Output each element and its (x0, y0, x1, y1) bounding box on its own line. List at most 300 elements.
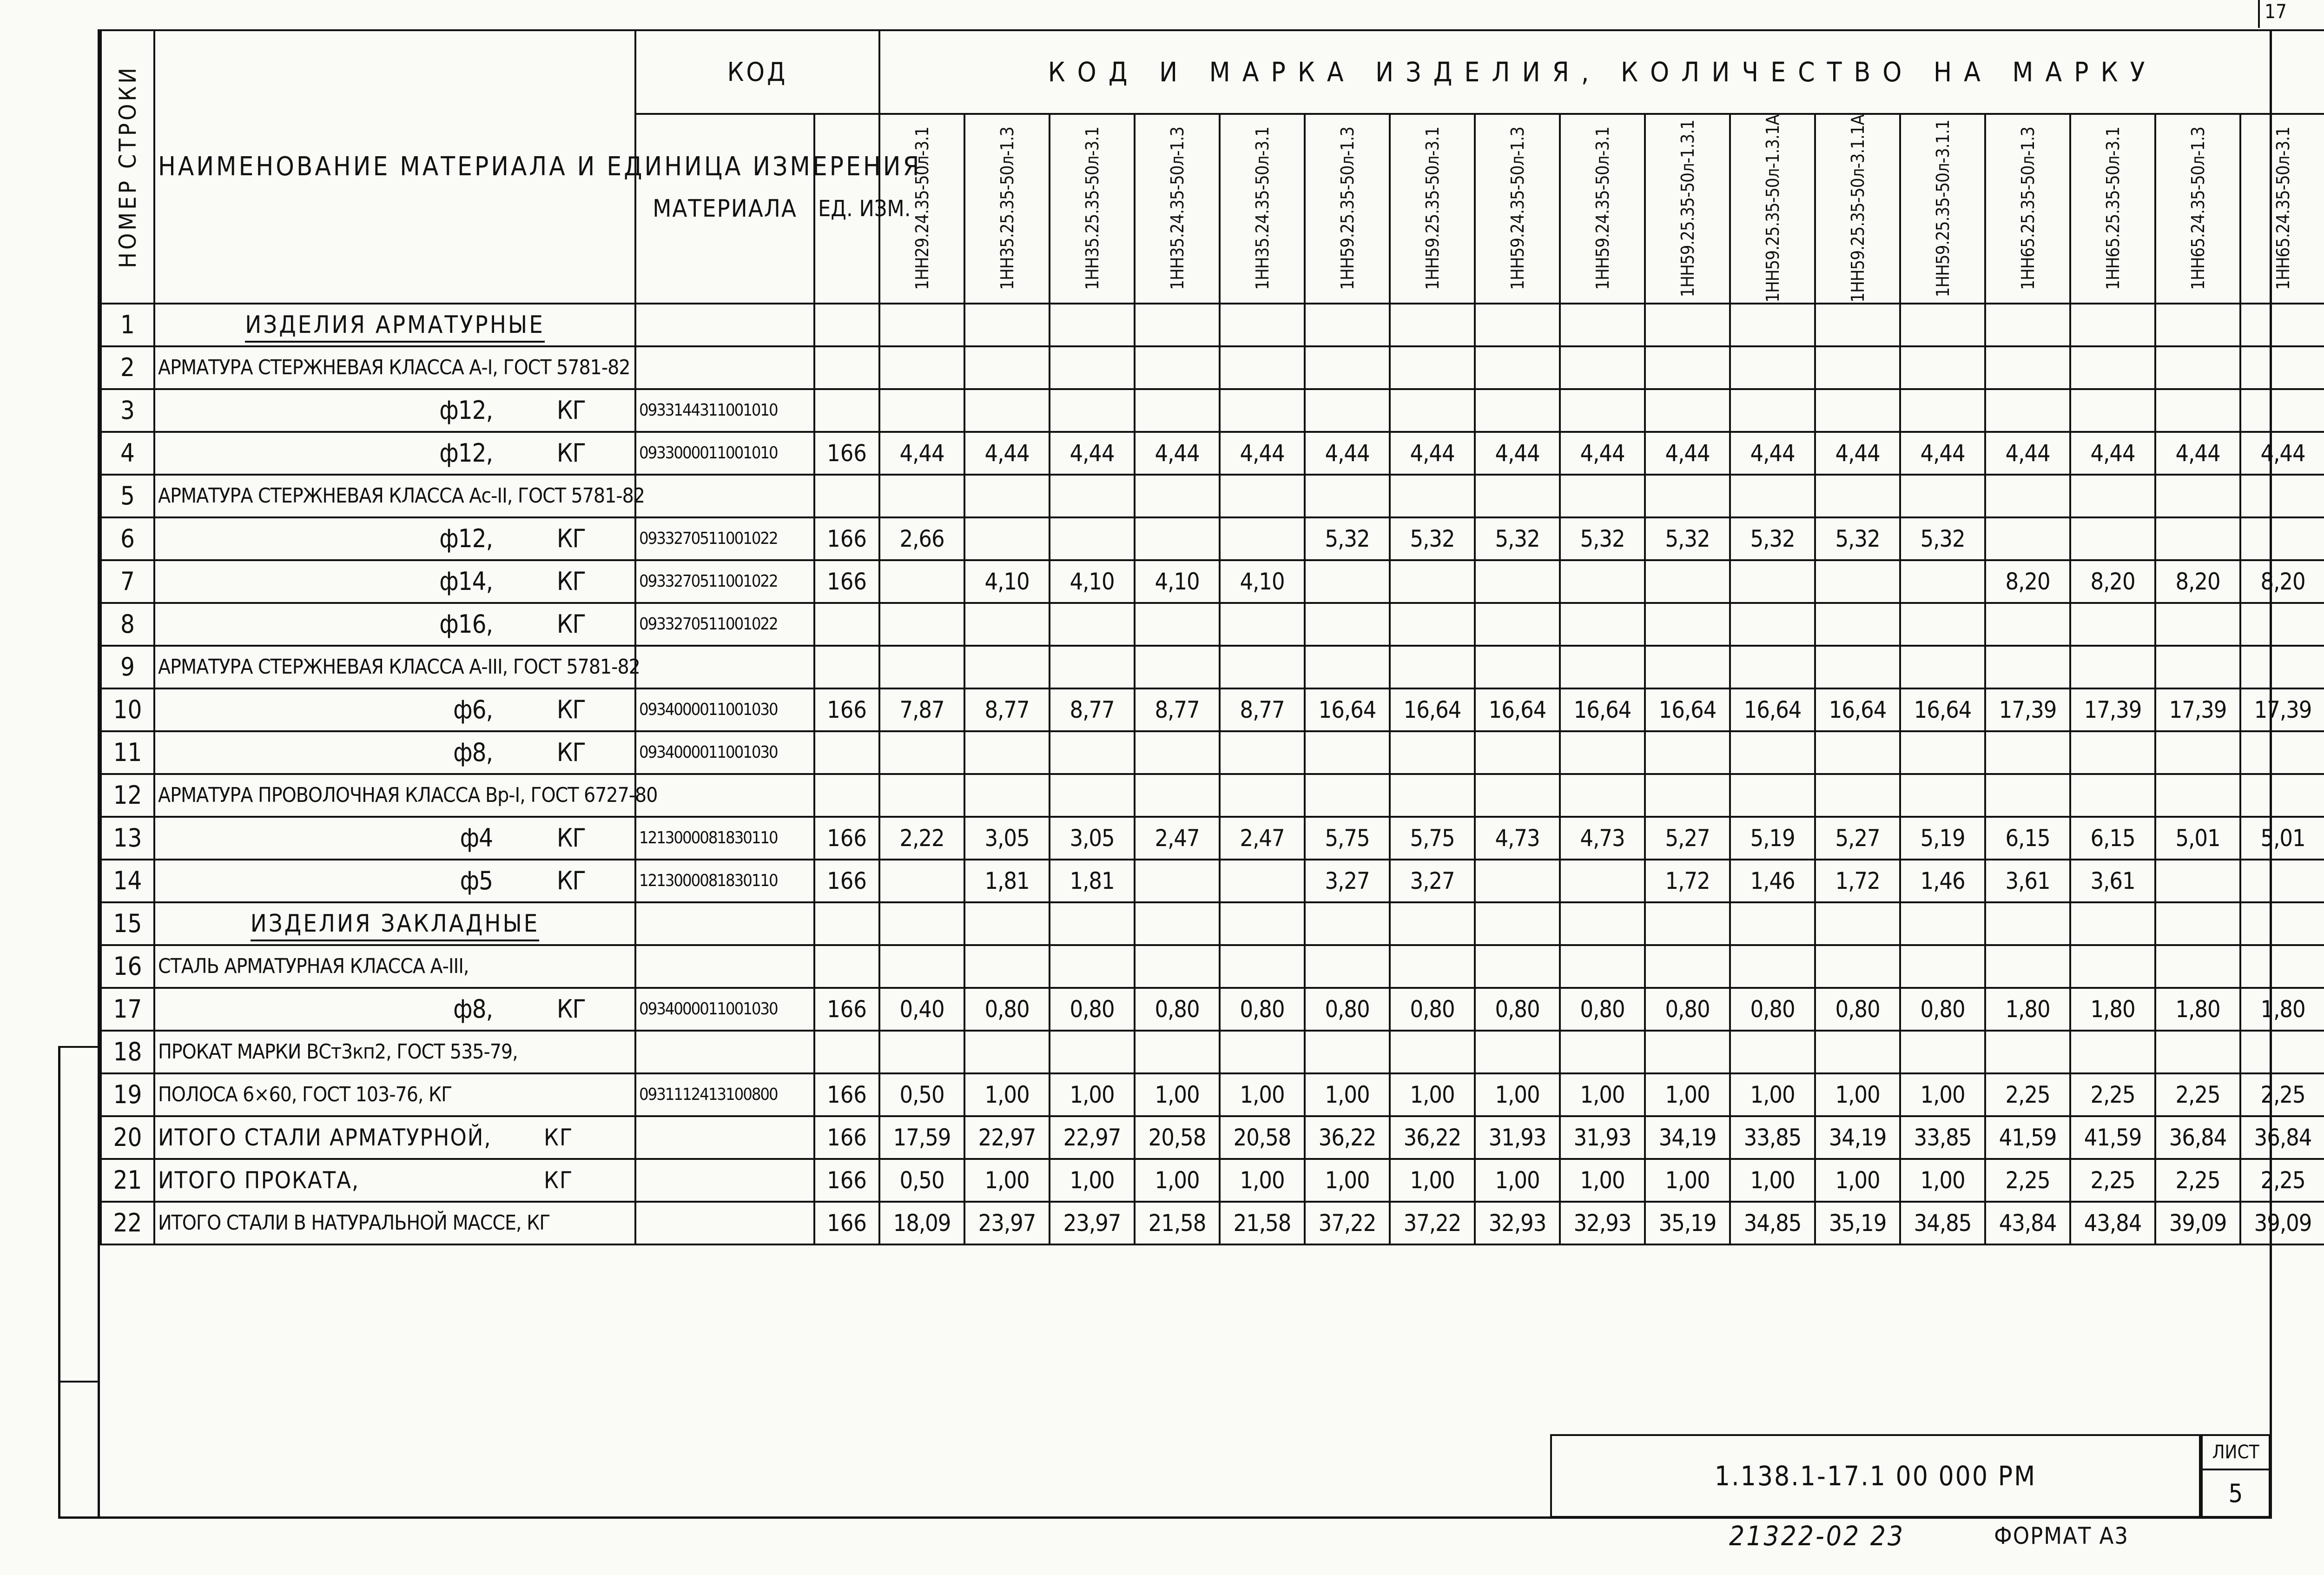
mark-code: 1НН35.25.35-50л-1.3 (997, 127, 1017, 291)
quantity-cell (2240, 646, 2324, 688)
quantity-cell: 1,00 (1475, 1073, 1560, 1116)
material-name-cell (154, 603, 635, 646)
quantity-cell: 16,64 (1560, 688, 1645, 731)
quantity-cell: 5,32 (1475, 517, 1560, 560)
quantity-cell (964, 346, 1050, 389)
quantity-cell (1645, 1031, 1730, 1073)
quantity-cell: 2,22 (879, 817, 964, 860)
quantity-cell (879, 646, 964, 688)
quantity-cell: 31,93 (1560, 1116, 1645, 1159)
bar-diameter: ф8, (453, 994, 493, 1024)
quantity-cell (2155, 346, 2240, 389)
quantity-cell: 0,80 (1135, 988, 1220, 1031)
quantity-cell: 32,93 (1560, 1202, 1645, 1244)
quantity-cell (2240, 1031, 2324, 1073)
row-number: 20 (101, 1116, 154, 1159)
quantity-cell: 1,00 (1305, 1073, 1390, 1116)
quantity-cell: 4,73 (1560, 817, 1645, 860)
quantity-cell (1985, 389, 2070, 432)
quantity-cell (1900, 902, 1985, 945)
quantity-cell: 37,22 (1390, 1202, 1475, 1244)
material-name-cell (154, 389, 635, 432)
quantity-cell (1135, 475, 1220, 517)
quantity-cell: 8,77 (1220, 688, 1305, 731)
quantity-cell: 1,00 (1645, 1159, 1730, 1202)
quantity-cell: 2,25 (2155, 1073, 2240, 1116)
quantity-cell (1560, 560, 1645, 603)
quantity-cell (1900, 1031, 1985, 1073)
unit-code: 166 (814, 988, 879, 1031)
quantity-cell (1985, 646, 2070, 688)
quantity-cell (2070, 475, 2155, 517)
unit-label: КГ (556, 866, 586, 896)
quantity-cell (1050, 945, 1135, 988)
material-name: ПРОКАТ МАРКИ ВСт3кп2, ГОСТ 535-79, (158, 1040, 518, 1064)
quantity-cell (1220, 1031, 1305, 1073)
quantity-cell (1730, 646, 1815, 688)
quantity-cell (1985, 945, 2070, 988)
quantity-cell: 4,44 (2155, 432, 2240, 475)
unit-code (814, 902, 879, 945)
quantity-cell: 3,27 (1390, 860, 1475, 902)
section-title: ИЗДЕЛИЯ АРМАТУРНЫЕ (245, 311, 545, 343)
unit-code (814, 646, 879, 688)
mark-code: 1НН59.24.35-50л-3.1 (1592, 127, 1613, 291)
mark-code: 1НН59.25.35-50л-3.1.1А (1847, 115, 1868, 303)
material-code: 0933144311001010 (635, 389, 814, 432)
material-name-cell (154, 945, 635, 988)
quantity-cell: 4,44 (1390, 432, 1475, 475)
quantity-cell: 2,25 (2070, 1073, 2155, 1116)
quantity-cell: 5,32 (1815, 517, 1900, 560)
quantity-cell (1220, 517, 1305, 560)
quantity-cell (1135, 517, 1220, 560)
quantity-cell: 5,01 (2155, 817, 2240, 860)
quantity-cell (879, 902, 964, 945)
quantity-cell (2155, 902, 2240, 945)
material-name-cell (154, 731, 635, 774)
table-row (101, 988, 2324, 1031)
quantity-cell: 5,01 (2240, 817, 2324, 860)
quantity-cell: 2,25 (2240, 1073, 2324, 1116)
quantity-cell: 16,64 (1900, 688, 1985, 731)
quantity-cell (1730, 774, 1815, 817)
quantity-cell (2240, 517, 2324, 560)
quantity-cell (2240, 304, 2324, 346)
quantity-cell: 5,32 (1730, 517, 1815, 560)
material-name-cell (154, 1116, 635, 1159)
row-number: 15 (101, 902, 154, 945)
table-row (101, 603, 2324, 646)
quantity-cell: 43,84 (1985, 1202, 2070, 1244)
material-name: АРМАТУРА СТЕРЖНЕВАЯ КЛАССА Ас-II, ГОСТ 5781-82 (158, 484, 645, 508)
material-name-cell (154, 902, 635, 945)
quantity-cell (1815, 346, 1900, 389)
material-name-cell (154, 646, 640, 688)
quantity-cell (1645, 389, 1730, 432)
table-row (101, 1202, 2324, 1244)
quantity-cell: 4,44 (1900, 432, 1985, 475)
quantity-cell (1050, 603, 1135, 646)
quantity-cell: 2,47 (1220, 817, 1305, 860)
unit-label: КГ (556, 823, 586, 853)
quantity-cell: 5,32 (1645, 517, 1730, 560)
quantity-cell (1305, 646, 1390, 688)
quantity-cell: 35,19 (1815, 1202, 1900, 1244)
table-row (101, 646, 2324, 688)
row-number: 13 (101, 817, 154, 860)
mark-column-header (2240, 114, 2324, 304)
material-code (635, 774, 814, 817)
frame-margin-tick (58, 1381, 100, 1383)
quantity-cell: 17,39 (2155, 688, 2240, 731)
quantity-cell (1730, 389, 1815, 432)
quantity-cell (1645, 603, 1730, 646)
quantity-cell: 0,50 (879, 1159, 964, 1202)
quantity-cell: 3,05 (964, 817, 1050, 860)
sheet-label: ЛИСТ (2203, 1436, 2269, 1470)
quantity-cell: 4,10 (1135, 560, 1220, 603)
material-name: АРМАТУРА СТЕРЖНЕВАЯ КЛАССА А-I, ГОСТ 5781-82 (158, 356, 630, 380)
quantity-cell: 4,44 (1985, 432, 2070, 475)
quantity-cell: 8,20 (2240, 560, 2324, 603)
quantity-cell (1900, 646, 1985, 688)
quantity-cell (964, 731, 1050, 774)
quantity-cell (1220, 774, 1305, 817)
material-name-cell (154, 860, 635, 902)
quantity-cell (1390, 304, 1475, 346)
quantity-cell (1220, 731, 1305, 774)
quantity-cell (1475, 945, 1560, 988)
quantity-cell: 36,22 (1390, 1116, 1475, 1159)
quantity-cell (1220, 603, 1305, 646)
quantity-cell (1305, 774, 1390, 817)
mark-column-header (964, 114, 1050, 304)
unit-code: 166 (814, 1202, 879, 1244)
quantity-cell: 6,15 (2070, 817, 2155, 860)
quantity-cell: 17,39 (2070, 688, 2155, 731)
quantity-cell (1560, 389, 1645, 432)
quantity-cell (1305, 603, 1390, 646)
quantity-cell: 2,25 (1985, 1073, 2070, 1116)
quantity-cell: 1,00 (1815, 1073, 1900, 1116)
bar-diameter: ф4 (460, 823, 493, 853)
quantity-cell (1220, 346, 1305, 389)
material-code: 0933270511001022 (635, 517, 814, 560)
quantity-cell (2240, 475, 2324, 517)
quantity-cell (1985, 731, 2070, 774)
unit-code (814, 603, 879, 646)
bar-diameter: ф16, (439, 609, 493, 639)
quantity-cell: 1,46 (1730, 860, 1815, 902)
material-code: 0934000011001030 (635, 688, 814, 731)
row-number: 1 (101, 304, 154, 346)
table-row (101, 1073, 2324, 1116)
quantity-cell (1390, 560, 1475, 603)
quantity-cell (1815, 774, 1900, 817)
title-block-code: 1.138.1-17.1 00 000 РМ (1550, 1434, 2201, 1518)
quantity-cell: 3,05 (1050, 817, 1135, 860)
quantity-cell (1730, 945, 1815, 988)
quantity-cell: 5,32 (1900, 517, 1985, 560)
quantity-cell: 16,64 (1645, 688, 1730, 731)
quantity-cell (2070, 603, 2155, 646)
material-code (635, 646, 814, 688)
quantity-cell (879, 389, 964, 432)
quantity-cell: 0,80 (1560, 988, 1645, 1031)
quantity-cell (2240, 902, 2324, 945)
corner-number: 17 (2265, 0, 2287, 23)
quantity-cell: 1,00 (1730, 1073, 1815, 1116)
material-name-cell (154, 1031, 635, 1073)
quantity-cell (964, 475, 1050, 517)
table-row (101, 945, 2324, 988)
inventory-number: 21322-02 23 (1729, 1520, 1905, 1552)
quantity-cell: 4,44 (1645, 432, 1730, 475)
material-name: ИТОГО СТАЛИ В НАТУРАЛЬНОЙ МАССЕ, КГ (158, 1211, 550, 1235)
quantity-cell: 17,39 (2240, 688, 2324, 731)
quantity-cell (879, 603, 964, 646)
mark-column-header (1900, 114, 1985, 304)
quantity-cell: 20,58 (1220, 1116, 1305, 1159)
quantity-cell (1305, 560, 1390, 603)
unit-code: 166 (814, 817, 879, 860)
quantity-cell: 4,44 (1220, 432, 1305, 475)
quantity-cell (2240, 731, 2324, 774)
quantity-cell (1135, 731, 1220, 774)
quantity-cell (1985, 603, 2070, 646)
quantity-cell (1815, 603, 1900, 646)
quantity-cell: 0,80 (1815, 988, 1900, 1031)
quantity-cell (1730, 304, 1815, 346)
quantity-cell (1135, 860, 1220, 902)
quantity-cell: 4,44 (964, 432, 1050, 475)
quantity-cell: 1,72 (1815, 860, 1900, 902)
quantity-cell: 36,84 (2155, 1116, 2240, 1159)
mark-column-header (1050, 114, 1135, 304)
table-row (101, 1116, 2324, 1159)
unit-code: 166 (814, 432, 879, 475)
material-code (635, 1202, 814, 1244)
material-name: АРМАТУРА СТЕРЖНЕВАЯ КЛАССА А-III, ГОСТ 5781-82 (158, 655, 640, 679)
quantity-cell (1050, 389, 1135, 432)
quantity-cell (2070, 389, 2155, 432)
quantity-cell (879, 860, 964, 902)
quantity-cell: 4,44 (1475, 432, 1560, 475)
quantity-cell (1220, 902, 1305, 945)
quantity-cell (1645, 560, 1730, 603)
quantity-cell (2070, 346, 2155, 389)
quantity-cell: 1,00 (1815, 1159, 1900, 1202)
table-row (101, 432, 2324, 475)
quantity-cell (1050, 304, 1135, 346)
quantity-cell (1135, 389, 1220, 432)
quantity-cell: 8,20 (1985, 560, 2070, 603)
quantity-cell (1135, 304, 1220, 346)
quantity-cell: 17,39 (1985, 688, 2070, 731)
unit-code (814, 774, 879, 817)
quantity-cell: 5,19 (1900, 817, 1985, 860)
quantity-cell: 2,25 (2070, 1159, 2155, 1202)
quantity-cell (2240, 860, 2324, 902)
mark-column-header (1560, 114, 1645, 304)
quantity-cell: 4,44 (1560, 432, 1645, 475)
material-name-cell (154, 560, 635, 603)
material-name-cell (154, 432, 635, 475)
quantity-cell (1390, 389, 1475, 432)
quantity-cell: 33,85 (1730, 1116, 1815, 1159)
quantity-cell: 23,97 (964, 1202, 1050, 1244)
quantity-cell: 22,97 (1050, 1116, 1135, 1159)
quantity-cell (1560, 475, 1645, 517)
quantity-cell: 16,64 (1730, 688, 1815, 731)
unit-code: 166 (814, 1116, 879, 1159)
row-number: 16 (101, 945, 154, 988)
quantity-cell: 1,80 (2155, 988, 2240, 1031)
quantity-cell (1220, 304, 1305, 346)
total-label: ИТОГО СТАЛИ АРМАТУРНОЙ, (158, 1124, 492, 1151)
quantity-cell (1475, 774, 1560, 817)
quantity-cell: 41,59 (2070, 1116, 2155, 1159)
quantity-cell (1475, 475, 1560, 517)
material-code (635, 304, 814, 346)
mark-code: 1НН65.25.35-50л-3.1 (2102, 127, 2123, 291)
bar-diameter: ф12, (439, 396, 493, 425)
material-name-cell (154, 346, 635, 389)
quantity-cell (2070, 774, 2155, 817)
quantity-cell (2155, 603, 2240, 646)
quantity-cell: 1,80 (2240, 988, 2324, 1031)
quantity-cell: 0,80 (1220, 988, 1305, 1031)
table-row (101, 774, 2324, 817)
table-row (101, 1031, 2324, 1073)
quantity-cell (1900, 304, 1985, 346)
row-number: 10 (101, 688, 154, 731)
quantity-cell (879, 560, 964, 603)
material-code (635, 1116, 814, 1159)
quantity-cell (2240, 389, 2324, 432)
quantity-cell (1050, 346, 1135, 389)
quantity-cell (1900, 731, 1985, 774)
quantity-cell (1900, 945, 1985, 988)
quantity-cell: 32,93 (1475, 1202, 1560, 1244)
mark-code: 1НН59.25.35-50л-3.1.1 (1932, 120, 1953, 298)
quantity-cell: 1,80 (1985, 988, 2070, 1031)
quantity-cell (1475, 860, 1560, 902)
quantity-cell (1730, 603, 1815, 646)
quantity-cell: 1,46 (1900, 860, 1985, 902)
mark-column-header (2155, 114, 2240, 304)
quantity-cell (2240, 945, 2324, 988)
quantity-cell: 4,44 (2070, 432, 2155, 475)
header-material-name: НАИМЕНОВАНИЕ МАТЕРИАЛА И ЕДИНИЦА ИЗМЕРЕНИЯ (154, 30, 635, 304)
quantity-cell: 4,73 (1475, 817, 1560, 860)
quantity-cell (1220, 475, 1305, 517)
quantity-cell: 22,97 (964, 1116, 1050, 1159)
quantity-cell (1220, 646, 1305, 688)
quantity-cell (1560, 603, 1645, 646)
mark-code: 1НН59.25.35-50л-1.3.1 (1677, 120, 1698, 298)
quantity-cell: 5,27 (1645, 817, 1730, 860)
quantity-cell (964, 902, 1050, 945)
quantity-cell (2155, 389, 2240, 432)
unit-code: 166 (814, 688, 879, 731)
quantity-cell: 5,75 (1305, 817, 1390, 860)
quantity-cell (1475, 731, 1560, 774)
quantity-cell (2155, 860, 2240, 902)
unit-label: КГ (556, 524, 586, 554)
quantity-cell (964, 304, 1050, 346)
mark-column-header (1815, 114, 1900, 304)
quantity-cell (2070, 646, 2155, 688)
row-number: 5 (101, 475, 154, 517)
quantity-cell (1730, 731, 1815, 774)
quantity-cell (1900, 475, 1985, 517)
quantity-cell: 1,00 (1560, 1073, 1645, 1116)
material-name-cell (154, 304, 635, 346)
quantity-cell (1985, 475, 2070, 517)
quantity-cell (1645, 774, 1730, 817)
quantity-cell (1560, 1031, 1645, 1073)
row-number: 18 (101, 1031, 154, 1073)
quantity-cell: 16,64 (1475, 688, 1560, 731)
quantity-cell (1475, 389, 1560, 432)
unit-code: 166 (814, 860, 879, 902)
quantity-cell: 1,00 (1730, 1159, 1815, 1202)
quantity-cell: 1,00 (1900, 1159, 1985, 1202)
mark-code: 1НН35.24.35-50л-1.3 (1167, 127, 1188, 291)
material-code (635, 945, 814, 988)
quantity-cell (1730, 346, 1815, 389)
quantity-cell (1560, 945, 1645, 988)
quantity-cell: 5,32 (1390, 517, 1475, 560)
quantity-cell (964, 774, 1050, 817)
quantity-cell: 3,27 (1305, 860, 1390, 902)
material-code: 0934000011001030 (635, 731, 814, 774)
quantity-cell (1560, 902, 1645, 945)
quantity-cell: 1,00 (1050, 1073, 1135, 1116)
unit-label: КГ (556, 567, 586, 596)
quantity-cell: 21,58 (1135, 1202, 1220, 1244)
quantity-cell (1815, 945, 1900, 988)
unit-code: 166 (814, 560, 879, 603)
material-code (635, 1031, 814, 1073)
quantity-cell (2155, 475, 2240, 517)
material-code: 0933000011001010 (635, 432, 814, 475)
quantity-cell (1985, 1031, 2070, 1073)
mark-code: 1НН59.25.35-50л-3.1 (1422, 127, 1443, 291)
quantity-cell (1220, 389, 1305, 432)
header-code-and-mark: КОД И МАРКА ИЗДЕЛИЯ, КОЛИЧЕСТВО НА МАРКУ (879, 30, 2324, 114)
header-unit: ЕД. ИЗМ. (814, 114, 879, 304)
table-row (101, 346, 2324, 389)
quantity-cell (1560, 774, 1645, 817)
row-number: 9 (101, 646, 154, 688)
quantity-cell (879, 346, 964, 389)
quantity-cell (1815, 902, 1900, 945)
quantity-cell (879, 731, 964, 774)
row-number: 11 (101, 731, 154, 774)
quantity-cell (879, 475, 964, 517)
quantity-cell: 0,40 (879, 988, 964, 1031)
mark-column-header (1475, 114, 1560, 304)
unit-label: КГ (556, 695, 586, 725)
quantity-cell (964, 1031, 1050, 1073)
frame-margin-tick (58, 1046, 100, 1048)
quantity-cell (1475, 902, 1560, 945)
quantity-cell (1050, 517, 1135, 560)
mark-code: 1НН35.24.35-50л-3.1 (1252, 127, 1273, 291)
